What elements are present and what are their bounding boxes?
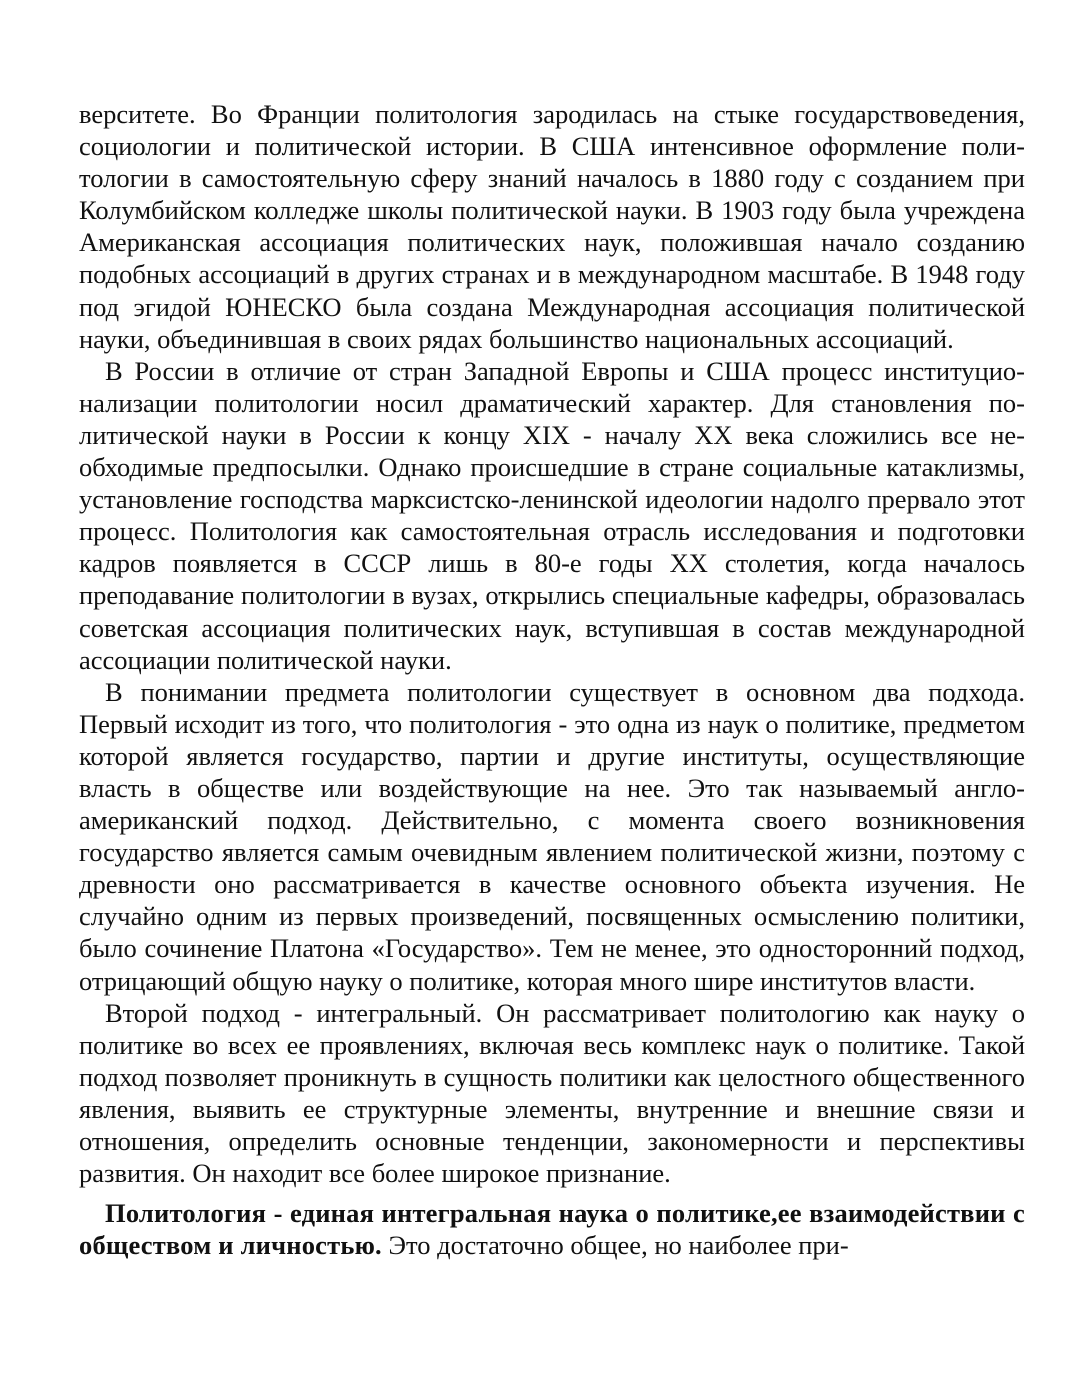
paragraph-russia: В России в отличие от стран Западной Европы и США процесс институционализации политологии носил драматический характер. Для становления политической науки в России к концу XIX - началу XX века сложились все необходимые предпосылки. Однако происшедшие в стране социальные катаклизмы, установление господства марксистско-ленинской идеологии надолго прервало этот процесс. Политология как самостоятельная отрасль исследования и подготовки кадров появляется в СССР лишь в 80-е годы XX столетия, когда началось преподавание политологии в вузах, открылись специальные кафедры, образовалась советская ассоциация политических наук, вступившая в состав международной ассоциации политической науки. (79, 355, 1025, 675)
definition-continuation: Это достаточно общее, но наиболее при- (381, 1230, 849, 1261)
definition-term: Политология - единая интегральная наука о политике,ее взаимодействии с обществом и личностью. (79, 1198, 1025, 1261)
paragraph-origins: верситете. Во Франции политология зародилась на стыке государствоведения, социологии и политической истории. В США интенсивное оформление политологии в самостоятельную сферу знаний началось в 1880 году с созданием при Колумбийском колледже школы политической науки. В 1903 году была учреждена Американская ассоциация политических наук, положившая начало созданию подобных ассоциаций в других странах и в международном масштабе. В 1948 году под эгидой ЮНЕСКО была создана Международная ассоциация политической науки, объединившая в своих рядах большинство национальных ассоциаций. (79, 99, 1025, 354)
paragraph-definition (79, 1197, 1025, 1261)
paragraph-second-approach: Второй подход - интегральный. Он рассматривает политологию как науку о политике во всех ее проявлениях, включая весь комплекс наук о политике. Такой подход позволяет проникнуть в сущность политики как целостного общественного явления, выявить ее структурные элементы, внутренние и внешние связи и отношения, определить основные тенденции, закономерности и перспективы развития. Он находит все более широкое признание. (79, 997, 1025, 1189)
document-page (79, 98, 1025, 1261)
paragraph-first-approach: В понимании предмета политологии существует в основном два подхода. Первый исходит из того, что политология - это одна из наук о политике, предметом которой является государство, партии и другие институты, осуществляющие власть в обществе или воздействующие на нее. Это так называемый англо-американский подход. Действительно, с момента своего возникновения государство является самым очевидным явлением политической жизни, поэтому с древности оно рассматривается в качестве основного объекта изучения. Не случайно одним из первых произведений, посвященных осмыслению политики, было сочинение Платона «Государство». Тем не менее, это односторонний подход, отрицающий общую науку о политике, которая много шире институтов власти. (79, 676, 1025, 996)
